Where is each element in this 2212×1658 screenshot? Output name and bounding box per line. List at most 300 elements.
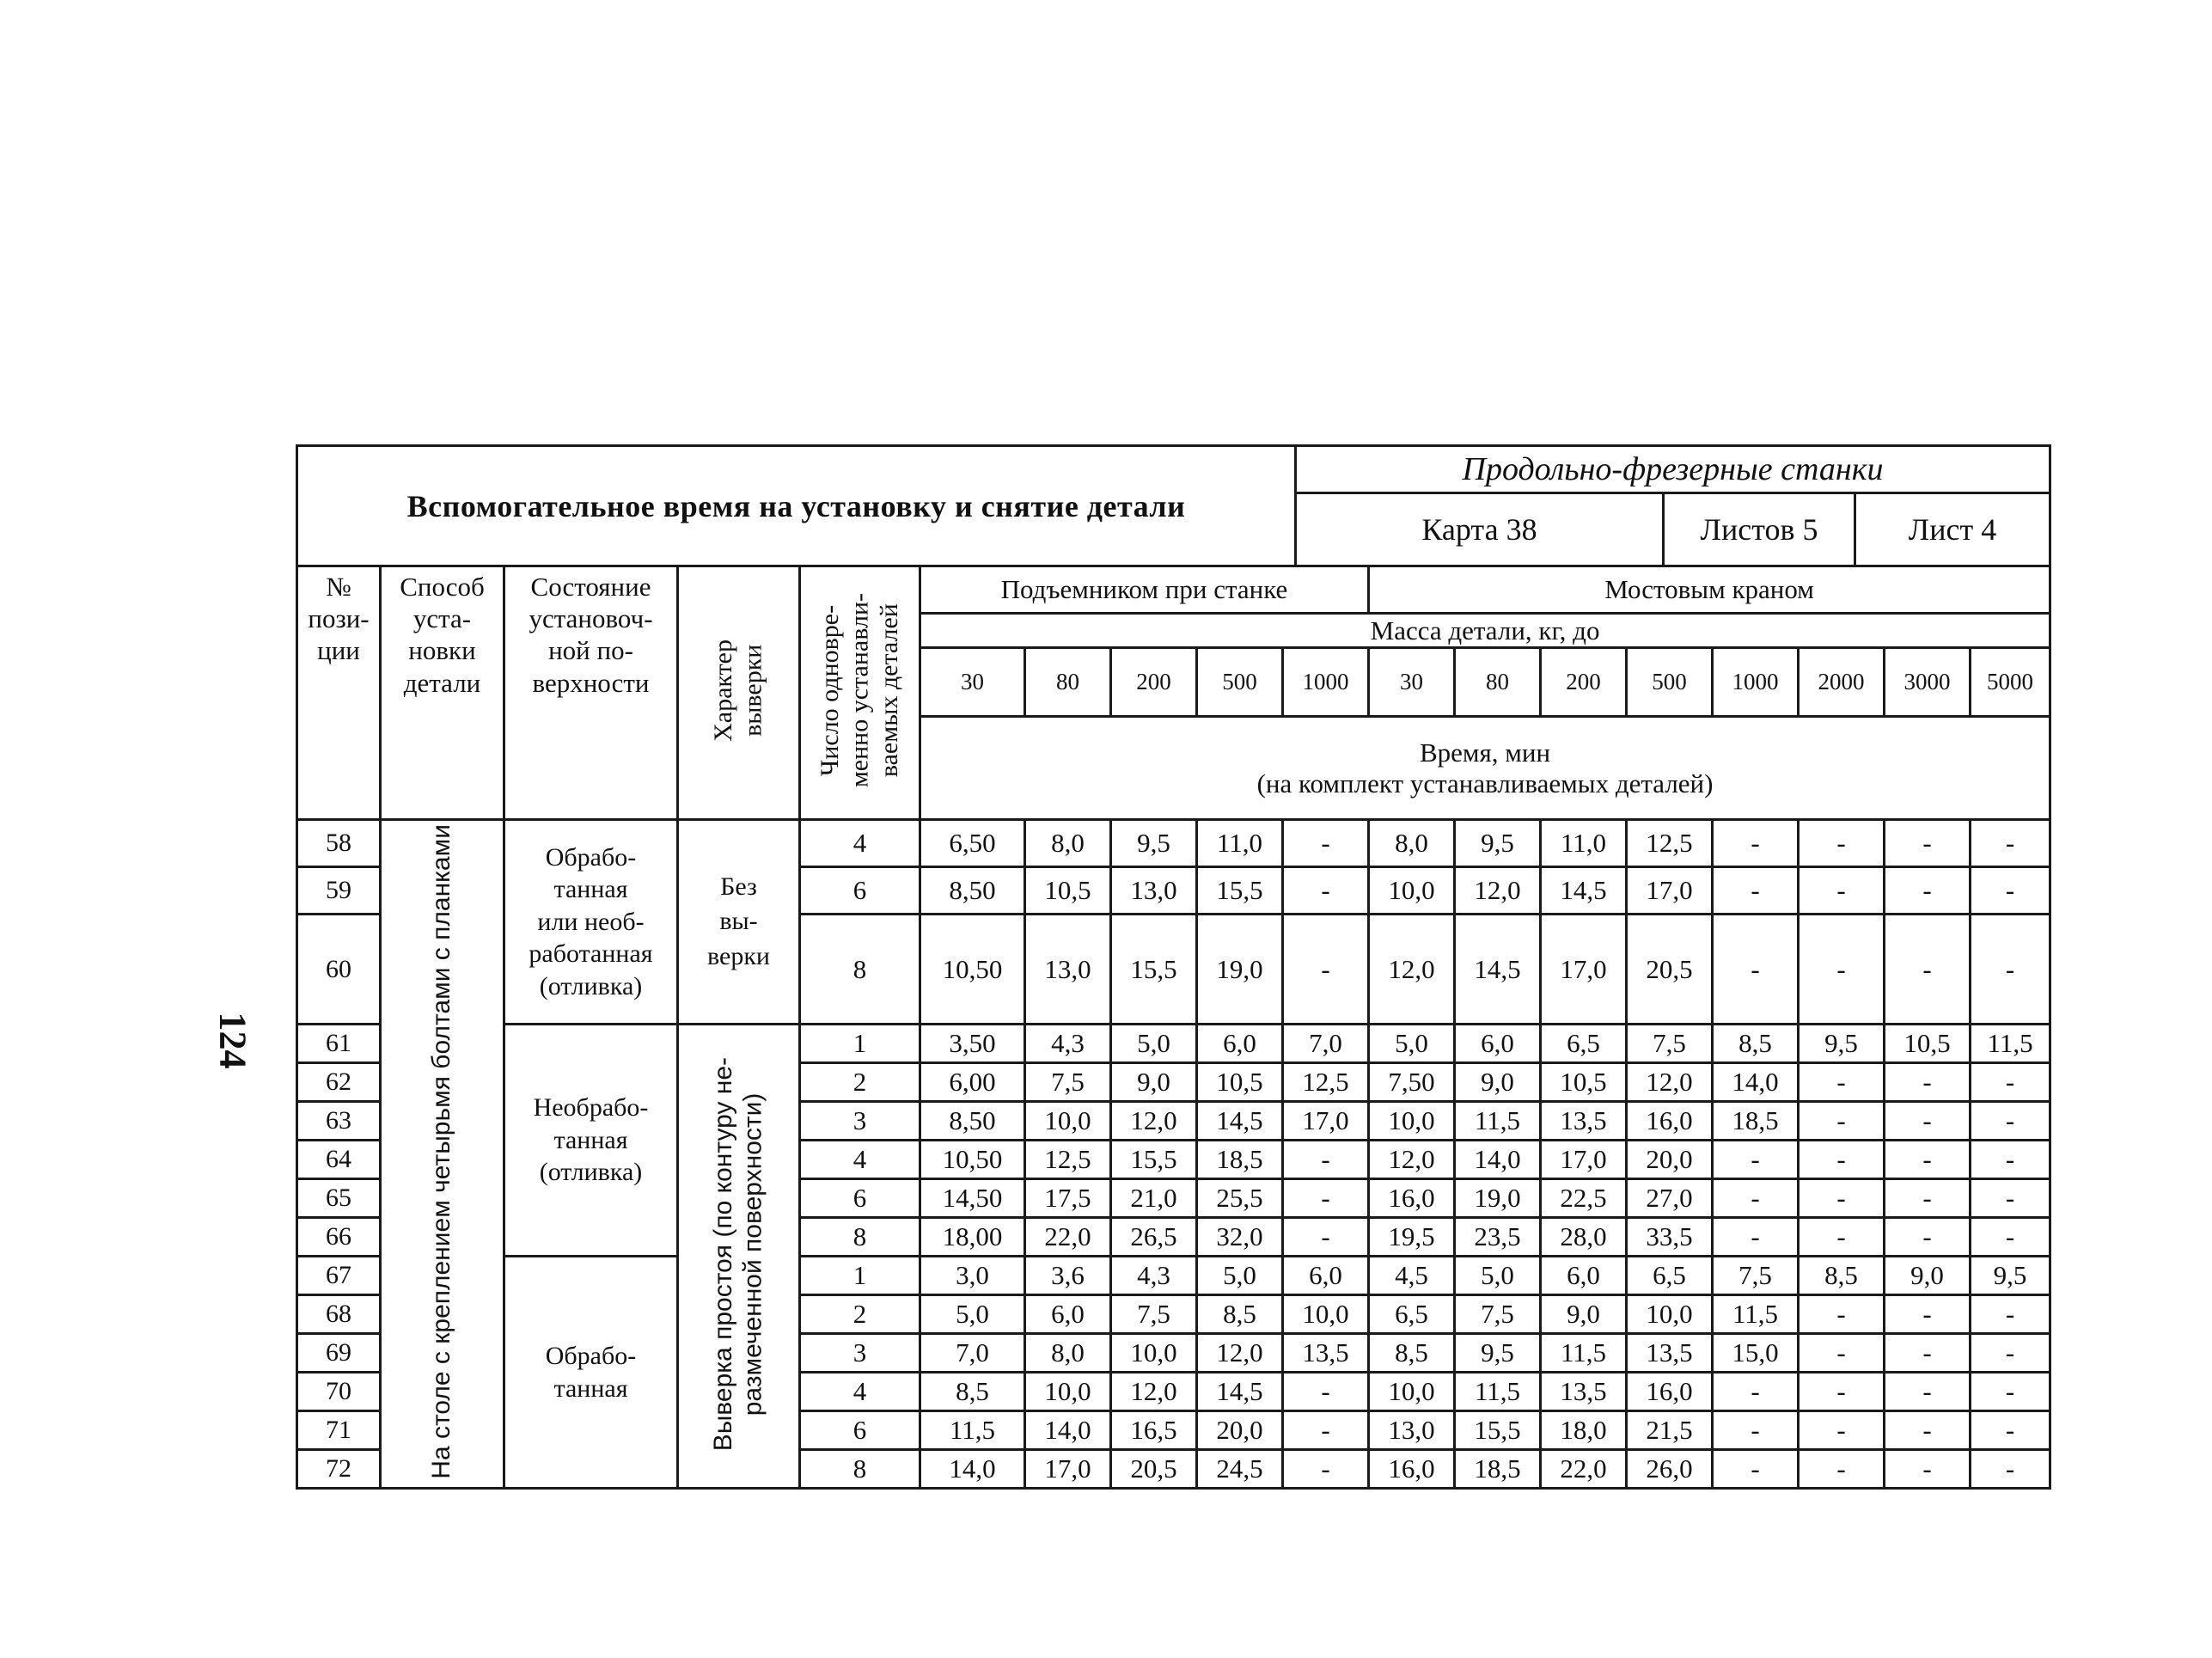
time-value-cell: 17,0 <box>1283 1102 1369 1141</box>
time-value-cell: 12,0 <box>1627 1063 1713 1102</box>
position-cell: 63 <box>297 1102 381 1141</box>
count-cell: 3 <box>800 1102 920 1141</box>
time-value-cell: 9,5 <box>1111 820 1197 867</box>
time-value-cell: 8,0 <box>1025 1334 1111 1373</box>
text-line: танная <box>553 1125 628 1154</box>
time-value-cell: 6,00 <box>920 1063 1025 1102</box>
time-value-cell: 10,5 <box>1025 867 1111 915</box>
col-method-line: уста- <box>412 603 472 634</box>
text-line: Обрабо- <box>545 842 637 872</box>
time-value-cell: 18,5 <box>1713 1102 1799 1141</box>
time-value-cell: 27,0 <box>1627 1179 1713 1218</box>
col-surface-header <box>504 566 678 820</box>
count-cell: 4 <box>800 1373 920 1411</box>
position-cell: 60 <box>297 915 381 1025</box>
time-value-cell: 4,3 <box>1111 1257 1197 1295</box>
time-value-cell: - <box>1713 1373 1799 1411</box>
time-value-cell: 15,5 <box>1455 1411 1541 1450</box>
time-value-cell: 13,5 <box>1541 1373 1627 1411</box>
time-value-cell: 10,0 <box>1369 1102 1455 1141</box>
time-value-cell: - <box>1713 1179 1799 1218</box>
time-value-cell: 10,0 <box>1369 1373 1455 1411</box>
time-value-cell: 12,5 <box>1283 1063 1369 1102</box>
time-value-cell: 11,5 <box>1713 1295 1799 1334</box>
col-alignment-line: выверки <box>738 644 767 737</box>
col-position-header <box>297 566 381 820</box>
count-cell: 6 <box>800 1179 920 1218</box>
col-surface-line: установоч- <box>529 603 653 634</box>
time-value-cell: - <box>1885 820 1971 867</box>
time-value-cell: 10,50 <box>920 1141 1025 1179</box>
time-value-cell: - <box>1713 867 1799 915</box>
surface-cell-c <box>504 1257 678 1489</box>
time-value-cell: 7,0 <box>1283 1025 1369 1063</box>
time-value-cell: 12,0 <box>1455 867 1541 915</box>
time-value-cell: 15,0 <box>1713 1334 1799 1373</box>
time-value-cell: 10,0 <box>1025 1373 1111 1411</box>
time-caption-text: Время, мин <box>1420 737 1551 768</box>
time-value-cell: 8,0 <box>1025 820 1111 867</box>
time-value-cell: - <box>1885 1063 1971 1102</box>
time-caption <box>920 717 2050 820</box>
time-value-cell: - <box>1713 820 1799 867</box>
time-value-cell: 14,0 <box>1025 1411 1111 1450</box>
text-line: Необрабо- <box>533 1093 649 1123</box>
col-position-line: № <box>326 572 351 602</box>
time-value-cell: 11,5 <box>1455 1102 1541 1141</box>
time-value-cell: 11,5 <box>1971 1025 2050 1063</box>
time-value-cell: 8,0 <box>1369 820 1455 867</box>
count-cell: 8 <box>800 915 920 1025</box>
position-cell: 59 <box>297 867 381 915</box>
mass-crane-80: 80 <box>1455 648 1541 717</box>
time-value-cell: 17,0 <box>1541 915 1627 1025</box>
time-value-cell: - <box>1971 820 2050 867</box>
time-value-cell: - <box>1799 1218 1885 1257</box>
time-value-cell: 12,0 <box>1369 915 1455 1025</box>
norms-table <box>296 565 2051 1490</box>
time-value-cell: 12,0 <box>1111 1373 1197 1411</box>
time-value-cell: - <box>1799 820 1885 867</box>
time-value-cell: - <box>1885 1334 1971 1373</box>
position-cell: 58 <box>297 820 381 867</box>
count-cell: 1 <box>800 1257 920 1295</box>
time-value-cell: - <box>1971 1179 2050 1218</box>
time-value-cell: 6,0 <box>1455 1025 1541 1063</box>
time-value-cell: 16,5 <box>1111 1411 1197 1450</box>
text-line: (отливка) <box>539 971 643 1000</box>
time-value-cell: 14,0 <box>1713 1063 1799 1102</box>
col-position-line: ции <box>317 635 360 666</box>
time-value-cell: - <box>1885 1179 1971 1218</box>
mass-crane-500: 500 <box>1627 648 1713 717</box>
time-value-cell: 10,5 <box>1197 1063 1283 1102</box>
time-value-cell: - <box>1885 867 1971 915</box>
text-line: работанная <box>529 939 653 969</box>
time-value-cell: 3,50 <box>920 1025 1025 1063</box>
time-value-cell: 13,5 <box>1541 1102 1627 1141</box>
time-value-cell: - <box>1885 1218 1971 1257</box>
time-value-cell: 7,5 <box>1627 1025 1713 1063</box>
time-value-cell: 16,0 <box>1369 1179 1455 1218</box>
surface-cell-a <box>504 820 678 1025</box>
time-value-cell: 16,0 <box>1369 1450 1455 1489</box>
time-value-cell: - <box>1971 867 2050 915</box>
count-cell: 6 <box>800 1411 920 1450</box>
col-count-vertical <box>816 593 905 787</box>
page-number: 124 <box>211 1012 254 1069</box>
time-value-cell: - <box>1713 1450 1799 1489</box>
count-cell: 8 <box>800 1450 920 1489</box>
time-value-cell: 9,0 <box>1455 1063 1541 1102</box>
text-line: вы- <box>719 907 758 936</box>
count-cell: 4 <box>800 820 920 867</box>
time-value-cell: - <box>1283 1411 1369 1450</box>
norm-card <box>296 444 2049 1508</box>
time-value-cell: 22,0 <box>1541 1450 1627 1489</box>
table-row <box>297 820 2050 867</box>
time-value-cell: 26,5 <box>1111 1218 1197 1257</box>
alignment-cell-a <box>678 820 800 1025</box>
col-surface-line: верхности <box>532 667 650 698</box>
time-value-cell: 9,0 <box>1885 1257 1971 1295</box>
count-cell: 8 <box>800 1218 920 1257</box>
time-value-cell: - <box>1799 915 1885 1025</box>
time-value-cell: 11,5 <box>920 1411 1025 1450</box>
position-cell: 70 <box>297 1373 381 1411</box>
time-value-cell: 6,0 <box>1541 1257 1627 1295</box>
count-cell: 2 <box>800 1063 920 1102</box>
time-value-cell: 20,5 <box>1627 915 1713 1025</box>
time-value-cell: 9,0 <box>1541 1295 1627 1334</box>
time-value-cell: - <box>1885 1141 1971 1179</box>
time-value-cell: 17,0 <box>1627 867 1713 915</box>
time-value-cell: 18,0 <box>1541 1411 1627 1450</box>
time-value-cell: - <box>1799 1411 1885 1450</box>
time-value-cell: 5,0 <box>1111 1025 1197 1063</box>
time-value-cell: 18,5 <box>1455 1450 1541 1489</box>
time-value-cell: 17,0 <box>1541 1141 1627 1179</box>
time-value-cell: 13,0 <box>1111 867 1197 915</box>
document-title: Вспомогательное время на установку и снятие детали <box>297 446 1296 566</box>
time-value-cell: 5,0 <box>1197 1257 1283 1295</box>
time-value-cell: - <box>1283 915 1369 1025</box>
position-cell: 61 <box>297 1025 381 1063</box>
time-value-cell: 6,0 <box>1197 1025 1283 1063</box>
mass-crane-3000: 3000 <box>1885 648 1971 717</box>
time-value-cell: 4,5 <box>1369 1257 1455 1295</box>
time-value-cell: 14,0 <box>920 1450 1025 1489</box>
col-count-line: менно устанавли- <box>845 593 874 788</box>
time-value-cell: 15,5 <box>1111 915 1197 1025</box>
time-value-cell: - <box>1283 1179 1369 1218</box>
time-value-cell: 7,5 <box>1025 1063 1111 1102</box>
time-value-cell: 10,0 <box>1111 1334 1197 1373</box>
time-value-cell: 19,0 <box>1197 915 1283 1025</box>
time-value-cell: 24,5 <box>1197 1450 1283 1489</box>
time-value-cell: 7,5 <box>1111 1295 1197 1334</box>
count-cell: 3 <box>800 1334 920 1373</box>
count-cell: 2 <box>800 1295 920 1334</box>
time-value-cell: - <box>1713 1218 1799 1257</box>
card-number: Карта 38 <box>1296 493 1664 566</box>
time-value-cell: 7,50 <box>1369 1063 1455 1102</box>
group-hoist-header: Подъемником при станке <box>920 566 1369 614</box>
position-cell: 67 <box>297 1257 381 1295</box>
mass-crane-200: 200 <box>1541 648 1627 717</box>
time-value-cell: 6,5 <box>1541 1025 1627 1063</box>
col-alignment-vertical <box>709 639 768 742</box>
time-value-cell: 5,0 <box>1369 1025 1455 1063</box>
mass-caption: Масса детали, кг, до <box>920 614 2050 648</box>
mass-hoist-200: 200 <box>1111 648 1197 717</box>
time-value-cell: 14,5 <box>1455 915 1541 1025</box>
time-value-cell: 8,50 <box>920 1102 1025 1141</box>
time-value-cell: 8,5 <box>1799 1257 1885 1295</box>
time-value-cell: 10,5 <box>1885 1025 1971 1063</box>
count-cell: 1 <box>800 1025 920 1063</box>
time-value-cell: 7,0 <box>920 1334 1025 1373</box>
text-line: танная <box>553 875 628 904</box>
col-surface-line: Состояние <box>530 572 651 602</box>
position-cell: 71 <box>297 1411 381 1450</box>
time-value-cell: 5,0 <box>920 1295 1025 1334</box>
time-subcaption-text: (на комплект устанавливаемых деталей) <box>1256 768 1714 798</box>
time-value-cell: - <box>1885 1411 1971 1450</box>
surface-cell-b <box>504 1025 678 1257</box>
mass-crane-2000: 2000 <box>1799 648 1885 717</box>
time-value-cell: 14,5 <box>1197 1373 1283 1411</box>
time-value-cell: 11,5 <box>1541 1334 1627 1373</box>
time-value-cell: - <box>1799 1102 1885 1141</box>
sheet-number: Лист 4 <box>1855 493 2050 566</box>
time-value-cell: 6,5 <box>1369 1295 1455 1334</box>
time-value-cell: - <box>1885 915 1971 1025</box>
time-value-cell: 9,5 <box>1455 1334 1541 1373</box>
time-value-cell: 18,5 <box>1197 1141 1283 1179</box>
count-cell: 6 <box>800 867 920 915</box>
time-value-cell: 32,0 <box>1197 1218 1283 1257</box>
time-value-cell: - <box>1971 1334 2050 1373</box>
position-cell: 65 <box>297 1179 381 1218</box>
position-cell: 68 <box>297 1295 381 1334</box>
time-value-cell: 23,5 <box>1455 1218 1541 1257</box>
time-value-cell: 20,5 <box>1111 1450 1197 1489</box>
time-value-cell: 3,0 <box>920 1257 1025 1295</box>
table-row <box>297 1025 2050 1063</box>
position-cell: 64 <box>297 1141 381 1179</box>
time-value-cell: - <box>1971 1102 2050 1141</box>
time-value-cell: - <box>1799 1373 1885 1411</box>
col-method-line: Способ <box>400 572 485 602</box>
time-value-cell: 14,0 <box>1455 1141 1541 1179</box>
time-value-cell: 13,0 <box>1369 1411 1455 1450</box>
position-cell: 62 <box>297 1063 381 1102</box>
time-value-cell: 13,0 <box>1025 915 1111 1025</box>
count-cell: 4 <box>800 1141 920 1179</box>
time-value-cell: 16,0 <box>1627 1373 1713 1411</box>
method-text: На столе с креплением четырьмя болтами с планками <box>427 824 456 1479</box>
time-value-cell: 10,0 <box>1369 867 1455 915</box>
time-value-cell: - <box>1283 1218 1369 1257</box>
time-value-cell: 6,0 <box>1025 1295 1111 1334</box>
time-value-cell: 25,5 <box>1197 1179 1283 1218</box>
time-value-cell: 9,5 <box>1971 1257 2050 1295</box>
col-count-line: Число одновре- <box>815 604 844 777</box>
time-value-cell: 13,5 <box>1283 1334 1369 1373</box>
time-value-cell: - <box>1971 1450 2050 1489</box>
time-value-cell: 19,0 <box>1455 1179 1541 1218</box>
position-cell: 72 <box>297 1450 381 1489</box>
time-value-cell: - <box>1283 867 1369 915</box>
text-line: верки <box>707 941 770 970</box>
time-value-cell: - <box>1283 1141 1369 1179</box>
time-value-cell: - <box>1713 1141 1799 1179</box>
time-value-cell: 7,5 <box>1455 1295 1541 1334</box>
time-value-cell: 21,5 <box>1627 1411 1713 1450</box>
time-value-cell: 18,00 <box>920 1218 1025 1257</box>
text-line: Без <box>720 872 757 901</box>
time-value-cell: 33,5 <box>1627 1218 1713 1257</box>
time-value-cell: 19,5 <box>1369 1218 1455 1257</box>
time-value-cell: - <box>1971 1063 2050 1102</box>
time-value-cell: 22,5 <box>1541 1179 1627 1218</box>
time-value-cell: 14,5 <box>1541 867 1627 915</box>
col-method-header <box>381 566 504 820</box>
time-value-cell: 5,0 <box>1455 1257 1541 1295</box>
machine-group-title: Продольно-фрезерные станки <box>1296 446 2050 493</box>
time-value-cell: - <box>1799 1450 1885 1489</box>
time-value-cell: 8,5 <box>1369 1334 1455 1373</box>
table-row <box>297 1257 2050 1295</box>
time-value-cell: - <box>1799 1334 1885 1373</box>
time-value-cell: 12,0 <box>1369 1141 1455 1179</box>
time-value-cell: - <box>1971 915 2050 1025</box>
time-value-cell: 9,5 <box>1799 1025 1885 1063</box>
col-count-line: ваемых деталей <box>874 603 903 778</box>
mass-hoist-80: 80 <box>1025 648 1111 717</box>
time-value-cell: 16,0 <box>1627 1102 1713 1141</box>
time-value-cell: - <box>1885 1450 1971 1489</box>
time-value-cell: 11,0 <box>1541 820 1627 867</box>
time-value-cell: 8,5 <box>1197 1295 1283 1334</box>
time-value-cell: - <box>1799 867 1885 915</box>
card-header <box>296 444 2051 567</box>
time-value-cell: - <box>1971 1295 2050 1334</box>
text-line: или необ- <box>537 907 645 936</box>
time-value-cell: - <box>1885 1295 1971 1334</box>
time-value-cell: 14,50 <box>920 1179 1025 1218</box>
text-line: размеченной поверхности) <box>738 1092 767 1416</box>
col-count-header <box>800 566 920 820</box>
time-value-cell: 17,5 <box>1025 1179 1111 1218</box>
alignment-vertical-text <box>709 1057 768 1451</box>
time-value-cell: 8,50 <box>920 867 1025 915</box>
time-value-cell: 14,5 <box>1197 1102 1283 1141</box>
mass-hoist-1000: 1000 <box>1283 648 1369 717</box>
time-value-cell: 20,0 <box>1197 1411 1283 1450</box>
col-surface-line: ной по- <box>548 635 633 666</box>
time-value-cell: 6,5 <box>1627 1257 1713 1295</box>
time-value-cell: - <box>1799 1295 1885 1334</box>
mass-hoist-500: 500 <box>1197 648 1283 717</box>
time-value-cell: 12,0 <box>1111 1102 1197 1141</box>
col-position-line: пози- <box>308 603 370 634</box>
col-method-line: новки <box>408 635 476 666</box>
alignment-cell-b <box>678 1025 800 1489</box>
time-value-cell: 10,0 <box>1627 1295 1713 1334</box>
time-value-cell: - <box>1971 1373 2050 1411</box>
time-value-cell: 6,50 <box>920 820 1025 867</box>
time-value-cell: 22,0 <box>1025 1218 1111 1257</box>
mass-crane-1000: 1000 <box>1713 648 1799 717</box>
time-value-cell: - <box>1713 1411 1799 1450</box>
time-value-cell: - <box>1971 1411 2050 1450</box>
time-value-cell: - <box>1799 1063 1885 1102</box>
time-value-cell: - <box>1971 1218 2050 1257</box>
text-line: Обрабо- <box>545 1342 637 1370</box>
time-value-cell: - <box>1283 1450 1369 1489</box>
time-value-cell: 8,5 <box>920 1373 1025 1411</box>
time-value-cell: 7,5 <box>1713 1257 1799 1295</box>
time-value-cell: - <box>1283 820 1369 867</box>
time-value-cell: 28,0 <box>1541 1218 1627 1257</box>
time-value-cell: - <box>1713 915 1799 1025</box>
time-value-cell: 6,0 <box>1283 1257 1369 1295</box>
time-value-cell: 26,0 <box>1627 1450 1713 1489</box>
time-value-cell: - <box>1283 1373 1369 1411</box>
time-value-cell: 13,5 <box>1627 1334 1713 1373</box>
text-line: танная <box>553 1374 628 1403</box>
time-value-cell: 17,0 <box>1025 1450 1111 1489</box>
time-value-cell: 12,0 <box>1197 1334 1283 1373</box>
time-value-cell: - <box>1885 1373 1971 1411</box>
time-value-cell: 10,0 <box>1025 1102 1111 1141</box>
time-value-cell: 4,3 <box>1025 1025 1111 1063</box>
mass-hoist-30: 30 <box>920 648 1025 717</box>
norms-table-body <box>297 820 2050 1489</box>
col-alignment-line: Характер <box>709 639 737 742</box>
group-crane-header: Мостовым краном <box>1369 566 2050 614</box>
time-value-cell: - <box>1799 1141 1885 1179</box>
col-alignment-header <box>678 566 800 820</box>
time-value-cell: 9,5 <box>1455 820 1541 867</box>
time-value-cell: 10,50 <box>920 915 1025 1025</box>
sheets-total: Листов 5 <box>1664 493 1855 566</box>
time-value-cell: 20,0 <box>1627 1141 1713 1179</box>
mass-crane-5000: 5000 <box>1971 648 2050 717</box>
time-value-cell: - <box>1885 1102 1971 1141</box>
time-value-cell: 15,5 <box>1197 867 1283 915</box>
time-value-cell: 21,0 <box>1111 1179 1197 1218</box>
time-value-cell: 9,0 <box>1111 1063 1197 1102</box>
position-cell: 69 <box>297 1334 381 1373</box>
time-value-cell: 15,5 <box>1111 1141 1197 1179</box>
time-value-cell: 10,0 <box>1283 1295 1369 1334</box>
time-value-cell: 12,5 <box>1025 1141 1111 1179</box>
mass-crane-30: 30 <box>1369 648 1455 717</box>
time-value-cell: - <box>1799 1179 1885 1218</box>
time-value-cell: 3,6 <box>1025 1257 1111 1295</box>
col-method-line: детали <box>403 667 481 698</box>
time-value-cell: - <box>1971 1141 2050 1179</box>
method-cell <box>381 820 504 1489</box>
time-value-cell: 10,5 <box>1541 1063 1627 1102</box>
text-line: Выверка простоя (по контуру не- <box>709 1056 737 1452</box>
time-value-cell: 8,5 <box>1713 1025 1799 1063</box>
text-line: (отливка) <box>539 1158 643 1187</box>
time-value-cell: 11,0 <box>1197 820 1283 867</box>
